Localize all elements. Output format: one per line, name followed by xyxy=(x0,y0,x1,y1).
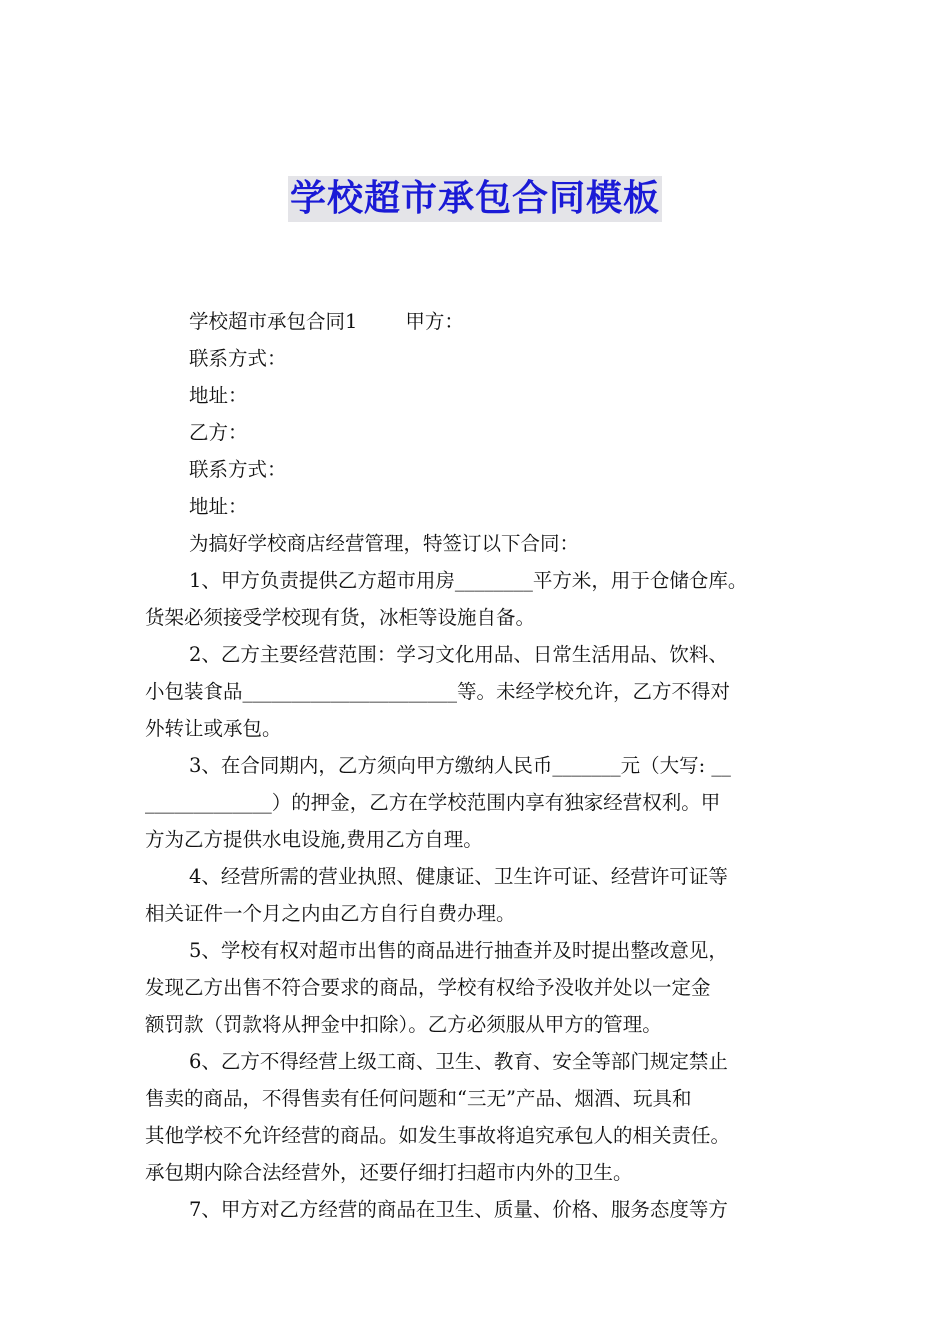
clause-7-line-1: 7、甲方对乙方经营的商品在卫生、质量、价格、服务态度等方 xyxy=(189,1198,728,1221)
title-container xyxy=(0,176,950,222)
contract-header-line xyxy=(145,303,815,340)
document-body xyxy=(145,303,815,1228)
preamble: 为搞好学校商店经营管理，特签订以下合同： xyxy=(189,532,580,555)
clause-2-line-2: 小包装食品______________________等。未经学校允许，乙方不得对 xyxy=(145,680,731,703)
party-a-label: 甲方： xyxy=(405,310,464,333)
clause-4-line-1: 4、经营所需的营业执照、健康证、卫生许可证、经营许可证等 xyxy=(189,865,728,888)
clause-1-line-1: 1、甲方负责提供乙方超市用房________平方米，用于仓储仓库。 xyxy=(189,569,748,592)
clause-6-line-1: 6、乙方不得经营上级工商、卫生、教育、安全等部门规定禁止 xyxy=(189,1050,728,1073)
clause-2-line-3: 外转让或承包。 xyxy=(145,717,282,740)
clause-3-line-2: _____________）的押金，乙方在学校范围内享有独家经营权利。甲 xyxy=(145,791,721,814)
clause-5-line-1: 5、学校有权对超市出售的商品进行抽查并及时提出整改意见， xyxy=(189,939,728,962)
document-title: 学校超市承包合同模板 xyxy=(288,176,662,222)
contract-name: 学校超市承包合同1 xyxy=(189,310,358,333)
clause-6-line-2: 售卖的商品，不得售卖有任何问题和“三无”产品、烟酒、玩具和 xyxy=(145,1087,692,1110)
party-a-address: 地址： xyxy=(189,384,248,407)
clause-2-line-1: 2、乙方主要经营范围：学习文化用品、日常生活用品、饮料、 xyxy=(189,643,728,666)
clause-6-line-3: 其他学校不允许经营的商品。如发生事故将追究承包人的相关责任。 xyxy=(145,1124,731,1147)
party-b-label: 乙方： xyxy=(189,421,248,444)
party-b-contact: 联系方式： xyxy=(189,458,287,481)
party-a-contact: 联系方式： xyxy=(189,347,287,370)
clause-1-line-2: 货架必须接受学校现有货，冰柜等设施自备。 xyxy=(145,606,536,629)
clause-5-line-3: 额罚款（罚款将从押金中扣除）。乙方必须服从甲方的管理。 xyxy=(145,1013,662,1036)
clause-6-line-4: 承包期内除合法经营外，还要仔细打扫超市内外的卫生。 xyxy=(145,1161,633,1184)
party-b-address: 地址： xyxy=(189,495,248,518)
clause-3-line-3: 方为乙方提供水电设施,费用乙方自理。 xyxy=(145,828,483,851)
clause-5-line-2: 发现乙方出售不符合要求的商品，学校有权给予没收并处以一定金 xyxy=(145,976,711,999)
clause-3-line-1: 3、在合同期内，乙方须向甲方缴纳人民币_______元（大写: __ xyxy=(189,754,731,777)
clause-4-line-2: 相关证件一个月之内由乙方自行自费办理。 xyxy=(145,902,516,925)
